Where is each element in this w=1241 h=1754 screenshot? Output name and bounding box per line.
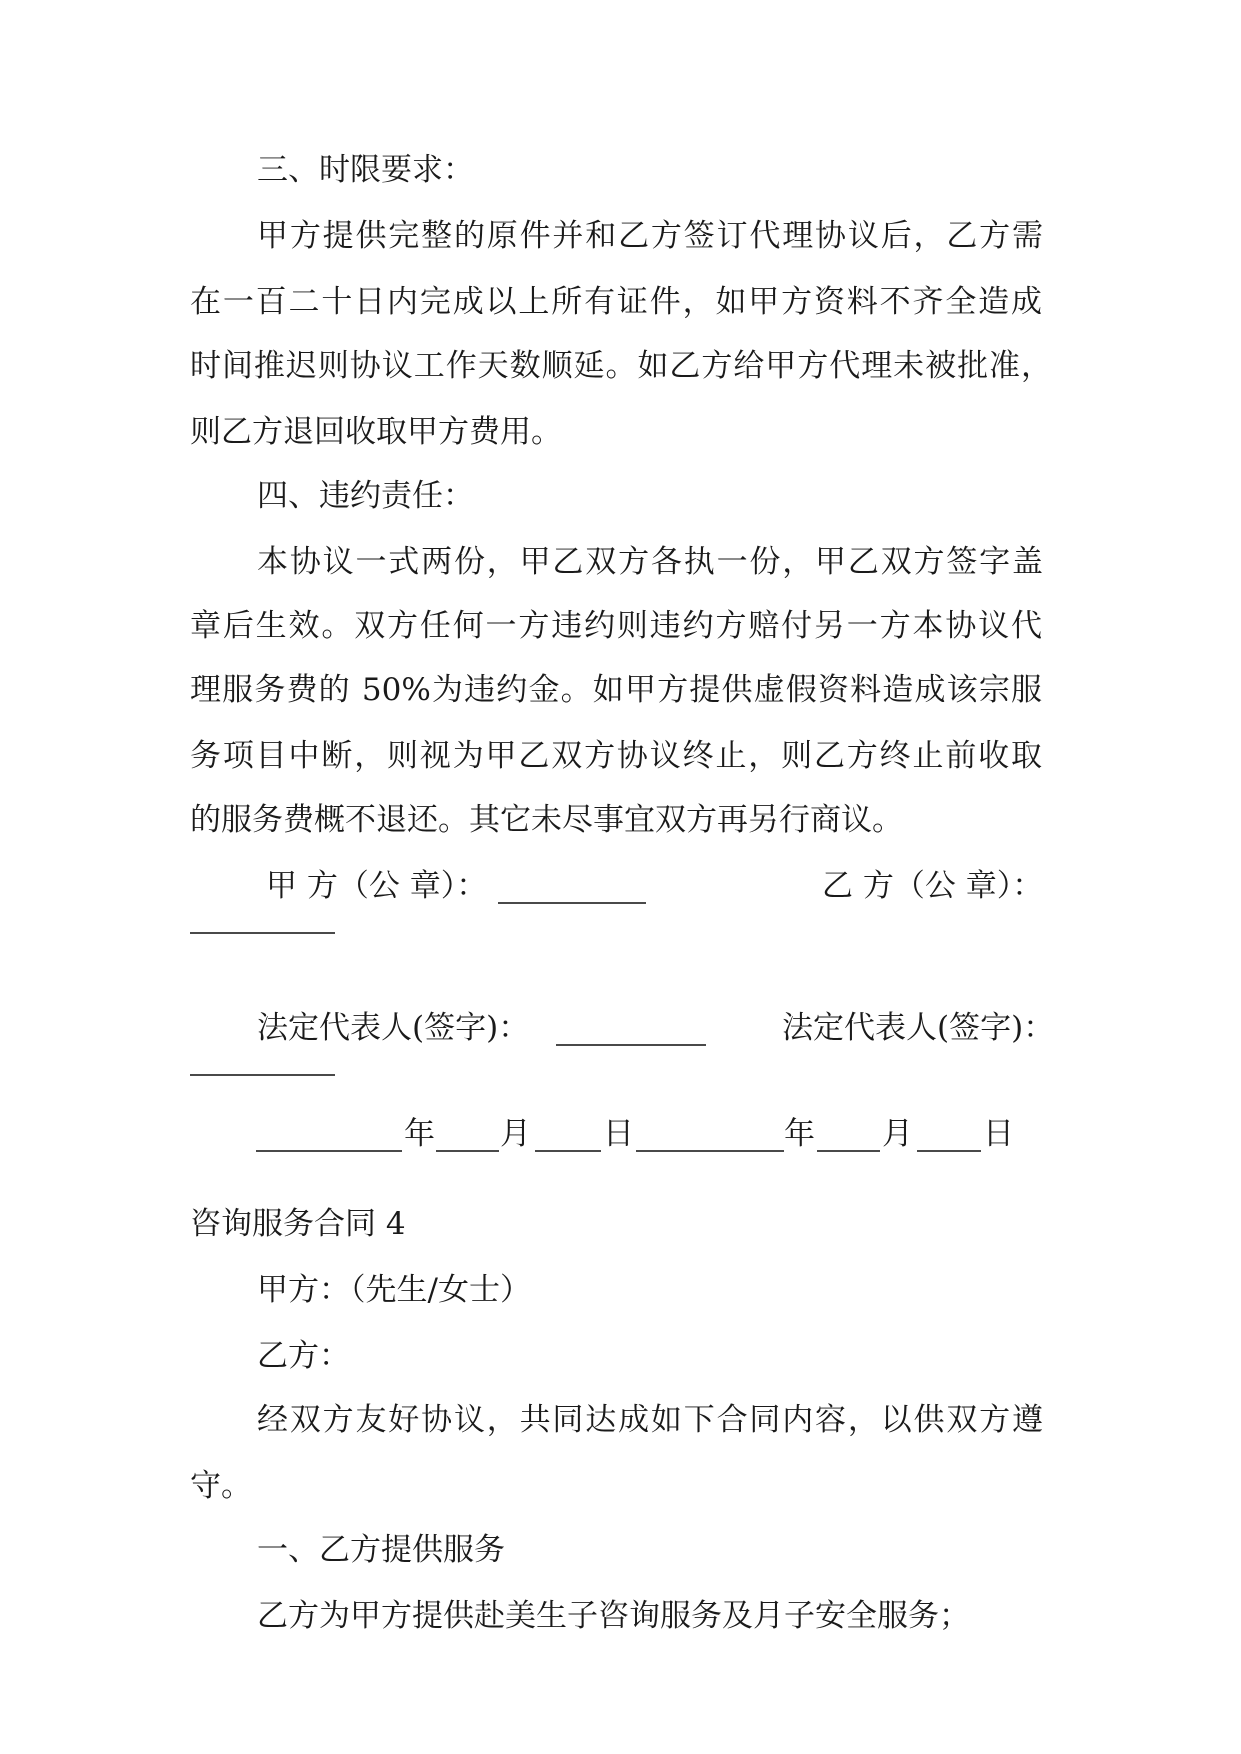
legal-rep-a-label: 法定代表人(签字)：: [257, 1010, 530, 1046]
date-a-month-blank: [436, 1150, 499, 1152]
date-b-year-label: 年: [784, 1116, 815, 1152]
section-4-paragraph-line: 章后生效。双方任何一方违约则违约方赔付另一方本协议代: [190, 608, 1042, 644]
section-3-paragraph-line: 则乙方退回收取甲方费用。: [190, 414, 562, 450]
section-3-paragraph-line: 时间推迟则协议工作天数顺延。如乙方给甲方代理未被批准，: [190, 348, 1052, 384]
contract-4-section-1-heading: 一、乙方提供服务: [257, 1532, 505, 1568]
date-b-month-label: 月: [882, 1116, 913, 1152]
date-a-year-blank: [256, 1150, 402, 1152]
date-b-day-blank: [917, 1150, 981, 1152]
legal-rep-a-blank: [556, 1044, 706, 1046]
section-4-paragraph-line: 的服务费概不退还。其它未尽事宜双方再另行商议。: [190, 802, 903, 838]
section-3-paragraph-line: 甲方提供完整的原件并和乙方签订代理协议后，乙方需: [257, 218, 1043, 254]
section-3-heading: 三、时限要求：: [257, 152, 474, 188]
section-4-heading: 四、违约责任：: [257, 478, 474, 514]
contract-4-party-b: 乙方：: [257, 1338, 350, 1374]
section-4-paragraph-line: 本协议一式两份，甲乙双方各执一份，甲乙双方签字盖: [257, 544, 1043, 580]
section-3-paragraph-line: 在一百二十日内完成以上所有证件，如甲方资料不齐全造成: [190, 284, 1042, 320]
party-b-seal-label: 乙 方（公 章）：: [822, 868, 1044, 904]
date-a-year-label: 年: [404, 1116, 435, 1152]
date-a-day-label: 日: [603, 1116, 634, 1152]
contract-4-intro-line: 守。: [190, 1468, 252, 1504]
date-b-year-blank: [636, 1150, 784, 1152]
date-a-day-blank: [535, 1150, 601, 1152]
party-a-seal-label: 甲 方（公 章）：: [266, 868, 488, 904]
section-4-paragraph-line: 务项目中断，则视为甲乙双方协议终止，则乙方终止前收取: [190, 738, 1042, 774]
contract-4-intro-line: 经双方友好协议，共同达成如下合同内容，以供双方遵: [257, 1402, 1043, 1438]
contract-4-party-a: 甲方：（先生/女士）: [257, 1272, 531, 1308]
legal-rep-b-blank: [190, 1074, 335, 1076]
contract-4-section-1-body: 乙方为甲方提供赴美生子咨询服务及月子安全服务；: [257, 1598, 970, 1634]
date-b-day-label: 日: [983, 1116, 1014, 1152]
date-b-month-blank: [817, 1150, 880, 1152]
party-b-seal-blank: [190, 932, 335, 934]
section-4-paragraph-line: 理服务费的 50%为违约金。如甲方提供虚假资料造成该宗服: [190, 672, 1042, 708]
contract-4-title: 咨询服务合同 4: [190, 1206, 406, 1242]
legal-rep-b-label: 法定代表人(签字)：: [782, 1010, 1055, 1046]
date-a-month-label: 月: [500, 1116, 531, 1152]
party-a-seal-blank: [498, 902, 646, 904]
